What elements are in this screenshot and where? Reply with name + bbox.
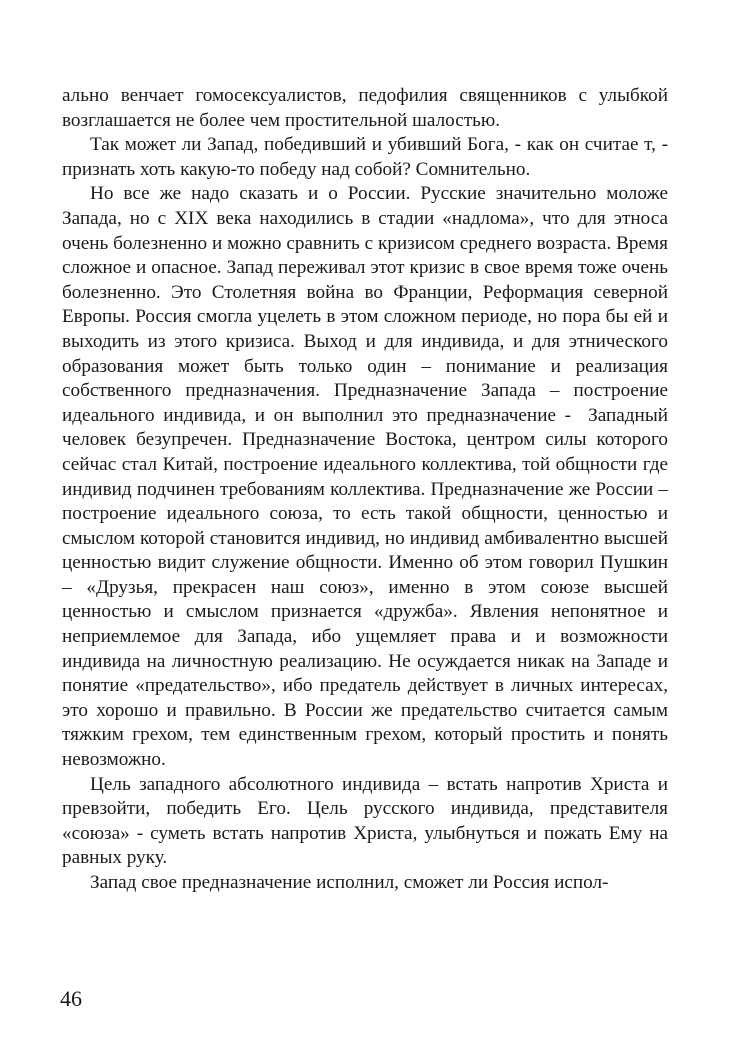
page-number: 46 <box>60 986 82 1011</box>
paragraph-4: Цель западного абсолютного индивида – встать напротив Христа и превзойти, победить Его. Цель русского индивида, представителя «союза» - суметь встать напротив Христа, улыбнуться и пожать Ему на равных руку. <box>62 773 668 869</box>
paragraph-5: Запад свое предназначение исполнил, сможет ли Россия испол- <box>90 872 609 893</box>
paragraph-2: Так может ли Запад, победивший и убивший Бога, - как он считаe т, - признать хоть какую-то победу над собой? Сомнительно. <box>62 134 668 180</box>
page-body <box>62 84 668 896</box>
paragraph-3: Но все же надо сказать и о России. Русские значительно моложе Запада, но с XIX века находились в стадии «надлома», что для этноса очень болезненно и можно сравнить с кризисом среднего возраста. Время сложное и опасное. Запад переживал этот кризис в свое время тоже очень болезненно. Это Столетняя война во Франции, Реформация северной Европы. Россия смогла уцелеть в этом сложном периоде, но пора бы ей и выходить из этого кризиса. Выход и для индивида, и для этнического образования может быть только один – понимание и реализация собственного предназначения. Предназначение Запада – построение идеального индивида, и он выполнил это предназначение - Западный человек безупречен. Предназначение Востока, центром силы которого сейчас стал Китай, построение идеального коллектива, той общности где индивид подчинен требованиям коллектива. Предназначение же России – построение идеального союза, то есть такой общности, ценностью и смыслом которой становится индивид, но индивид амбивалентно высшей ценностью видит служение общности. Именно об этом говорил Пушкин – «Друзья, прекрасен наш союз», именно в этом союзе высшей ценностью и смыслом признается «дружба». Явления непонятное и неприемлемое для Запада, ибо ущемляет права и и возможности индивида на личностную реализацию. Не осуждается никак на Западе и понятие «предательство», ибо предатель действует в личных интересах, это хорошо и правильно. В России же предательство считается самым тяжким грехом, тем единственным грехом, который простить и понять невозможно. <box>62 183 668 771</box>
paragraph-1: ально венчает гомосексуалистов, педофилия священников с улыбкой возглашается не более чем простительной шалостью. <box>62 85 668 131</box>
